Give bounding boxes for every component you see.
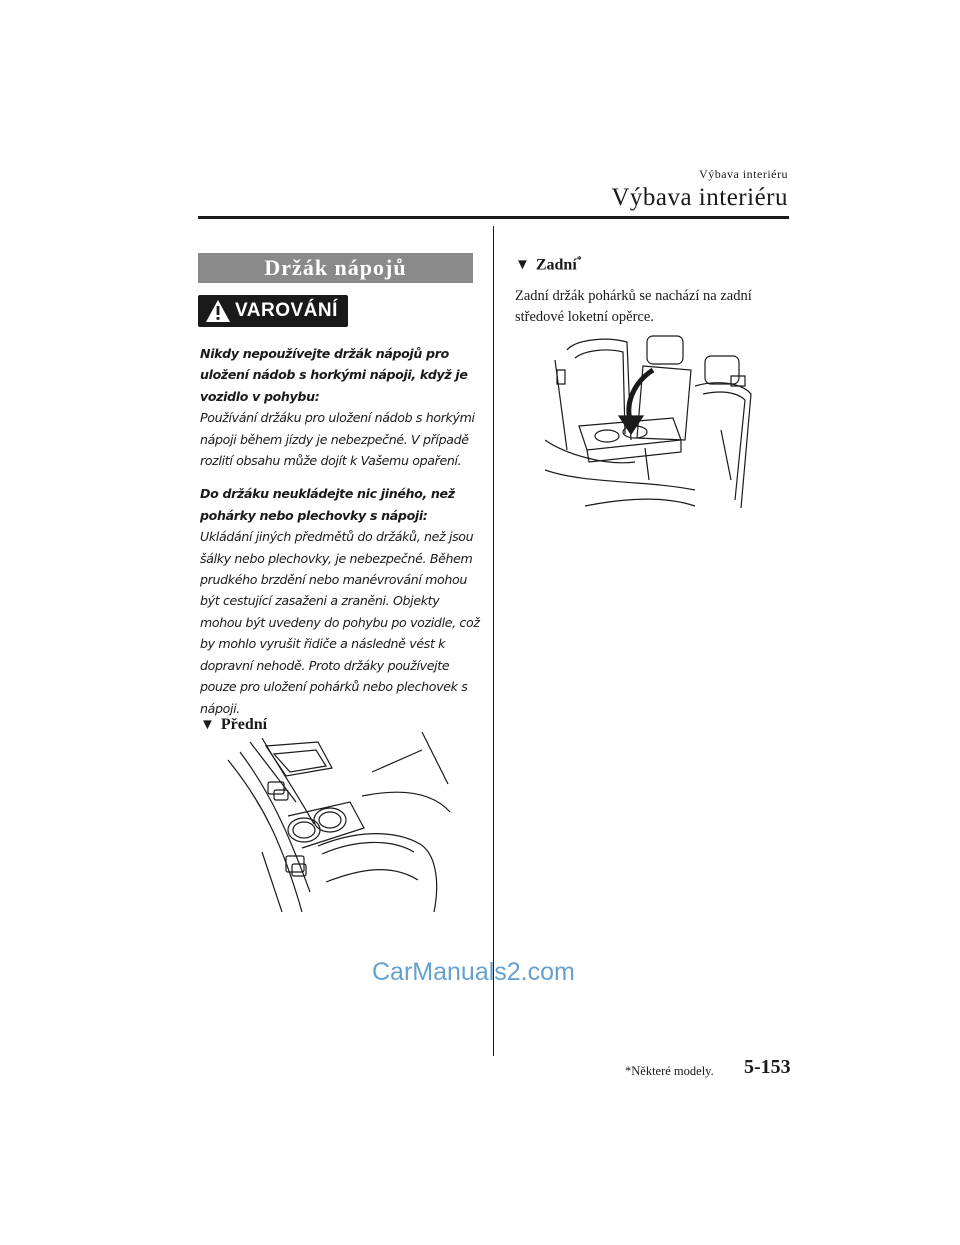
warning-badge bbox=[198, 295, 348, 327]
section-title: Držák nápojů bbox=[198, 253, 473, 283]
front-cup-holder-illustration bbox=[222, 732, 454, 912]
asterisk-mark: * bbox=[576, 255, 582, 266]
front-title: Přední bbox=[220, 716, 268, 733]
rear-cup-holder-illustration bbox=[545, 330, 760, 508]
watermark: CarManuals2.com bbox=[372, 958, 575, 986]
footnote: *Některé modely. bbox=[625, 1064, 714, 1078]
warning-text-2: Ukládání jiných předmětů do držáků, než jsou šálky nebo plechovky, je nebezpečné. Během prudkého brzdění nebo manévrování mohou být cestující zasaženi a zraněni. Objekty mohou být uvedeny do pohybu po vozidle, což by mohlo vyrušit řidiče a následně vést k dopravní nehodě. Proto držáky používejte pouze pro uložení pohárků nebo plechovek s nápoji. bbox=[200, 529, 480, 716]
header-rule bbox=[198, 216, 789, 219]
rear-subheading bbox=[515, 255, 582, 274]
warning-triangle-icon bbox=[205, 299, 231, 323]
triangle-down-icon: ▼ bbox=[515, 257, 530, 274]
warning-label: VAROVÁNÍ bbox=[235, 300, 338, 321]
warning-heading-1: Nikdy nepoužívejte držák nápojů pro uložení nádob s horkými nápoji, když je vozidlo v pohybu: bbox=[200, 346, 468, 404]
running-header-small: Výbava interiéru bbox=[699, 167, 788, 181]
rear-title: Zadní bbox=[535, 256, 577, 274]
column-divider bbox=[493, 226, 494, 1056]
warning-text-1: Používání držáku pro uložení nádob s horkými nápoji během jízdy je nebezpečné. V případě rozlití obsahu může dojít k Vašemu opaření. bbox=[200, 410, 475, 469]
rear-description-text: Zadní držák pohárků se nachází na zadní středové loketní opěrce. bbox=[515, 288, 752, 325]
rear-description bbox=[515, 286, 785, 328]
running-header-title: Výbava interiéru bbox=[611, 184, 788, 211]
warning-heading-2: Do držáku neukládejte nic jiného, než pohárky nebo plechovky s nápoji: bbox=[200, 486, 455, 523]
page-number: 5-153 bbox=[744, 1056, 791, 1078]
triangle-down-icon: ▼ bbox=[200, 717, 215, 733]
warning-body bbox=[200, 343, 480, 719]
